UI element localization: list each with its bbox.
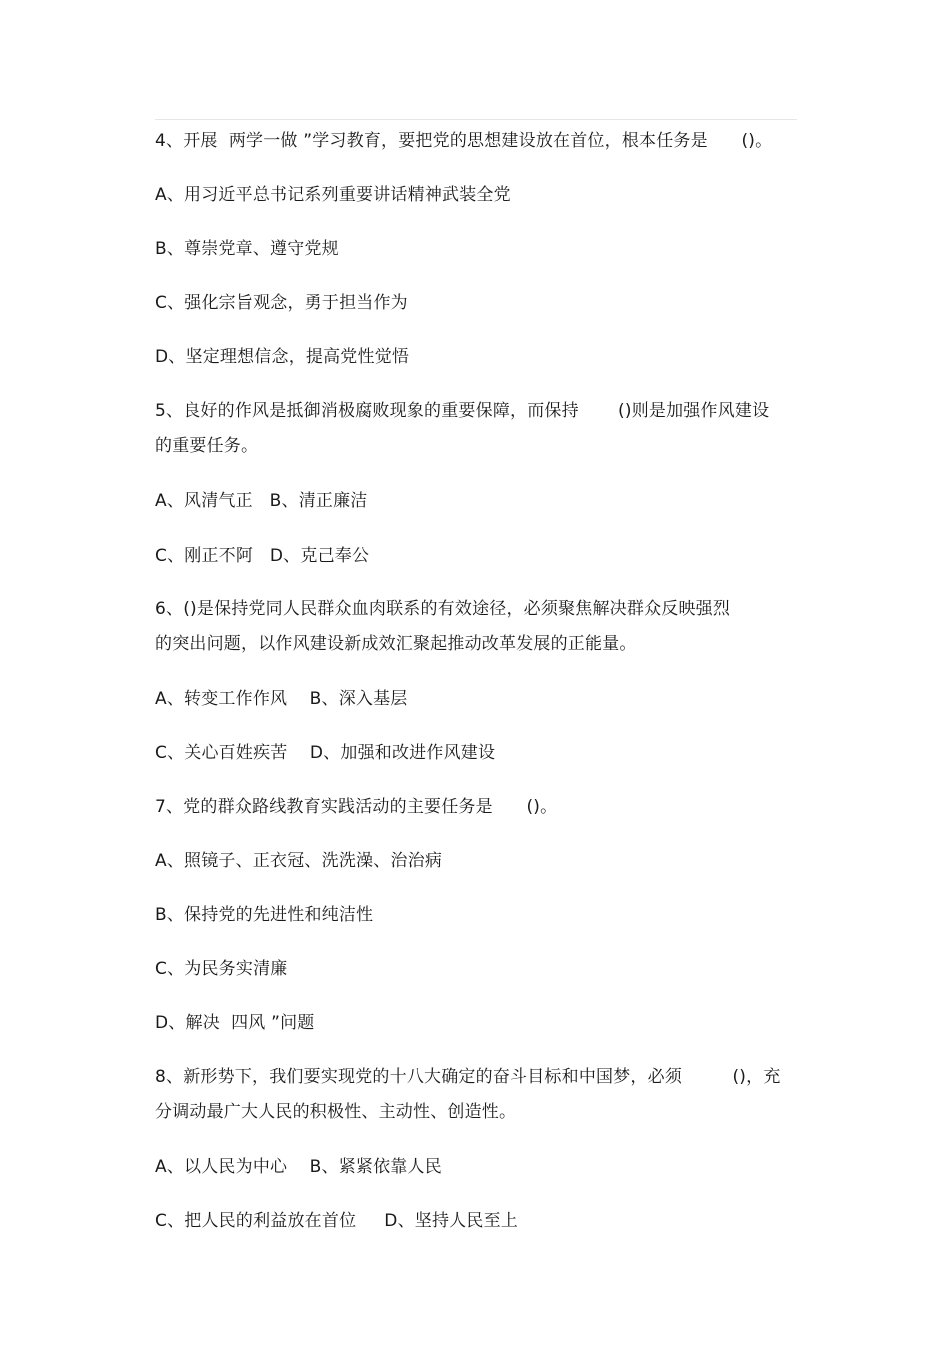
question-5-text-line-1: 5、良好的作风是抵御消极腐败现象的重要保障，而保持 ()则是加强作风建设 <box>155 401 770 421</box>
question-7-option-a: A、照镜子、正衣冠、洗洗澡、治治病 <box>155 851 443 871</box>
question-6-options-cd: C、关心百姓疾苦 D、加强和改进作风建设 <box>155 743 496 763</box>
question-4-text: 4、开展 两学一做 ”学习教育，要把党的思想建设放在首位，根本任务是 ()。 <box>155 131 773 151</box>
question-4-option-b: B、尊崇党章、遵守党规 <box>155 239 339 259</box>
question-5-options-cd: C、刚正不阿 D、克己奉公 <box>155 546 370 566</box>
question-6-text-line-2: 的突出问题，以作风建设新成效汇聚起推动改革发展的正能量。 <box>155 634 637 654</box>
question-8-options-ab: A、以人民为中心 B、紧紧依靠人民 <box>155 1157 442 1177</box>
question-7-option-b: B、保持党的先进性和纯洁性 <box>155 905 374 925</box>
question-7-option-c: C、为民务实清廉 <box>155 959 288 979</box>
question-5-text-line-2: 的重要任务。 <box>155 436 259 456</box>
question-4-option-a: A、用习近平总书记系列重要讲话精神武装全党 <box>155 185 511 205</box>
top-divider <box>155 119 797 120</box>
question-4-option-c: C、强化宗旨观念，勇于担当作为 <box>155 293 408 313</box>
question-8-text-line-1: 8、新形势下，我们要实现党的十八大确定的奋斗目标和中国梦，必须 ()，充 <box>155 1067 781 1087</box>
question-5-options-ab: A、风清气正 B、清正廉洁 <box>155 491 368 511</box>
question-7-option-d: D、解决 四风 ”问题 <box>155 1013 315 1033</box>
question-6-text-line-1: 6、()是保持党同人民群众血肉联系的有效途径，必须聚焦解决群众反映强烈 <box>155 599 731 619</box>
question-8-text-line-2: 分调动最广大人民的积极性、主动性、创造性。 <box>155 1102 517 1122</box>
question-7-text: 7、党的群众路线教育实践活动的主要任务是 ()。 <box>155 797 558 817</box>
question-4-option-d: D、坚定理想信念，提高党性觉悟 <box>155 347 410 367</box>
question-6-options-ab: A、转变工作作风 B、深入基层 <box>155 689 408 709</box>
question-8-options-cd: C、把人民的利益放在首位 D、坚持人民至上 <box>155 1211 518 1231</box>
